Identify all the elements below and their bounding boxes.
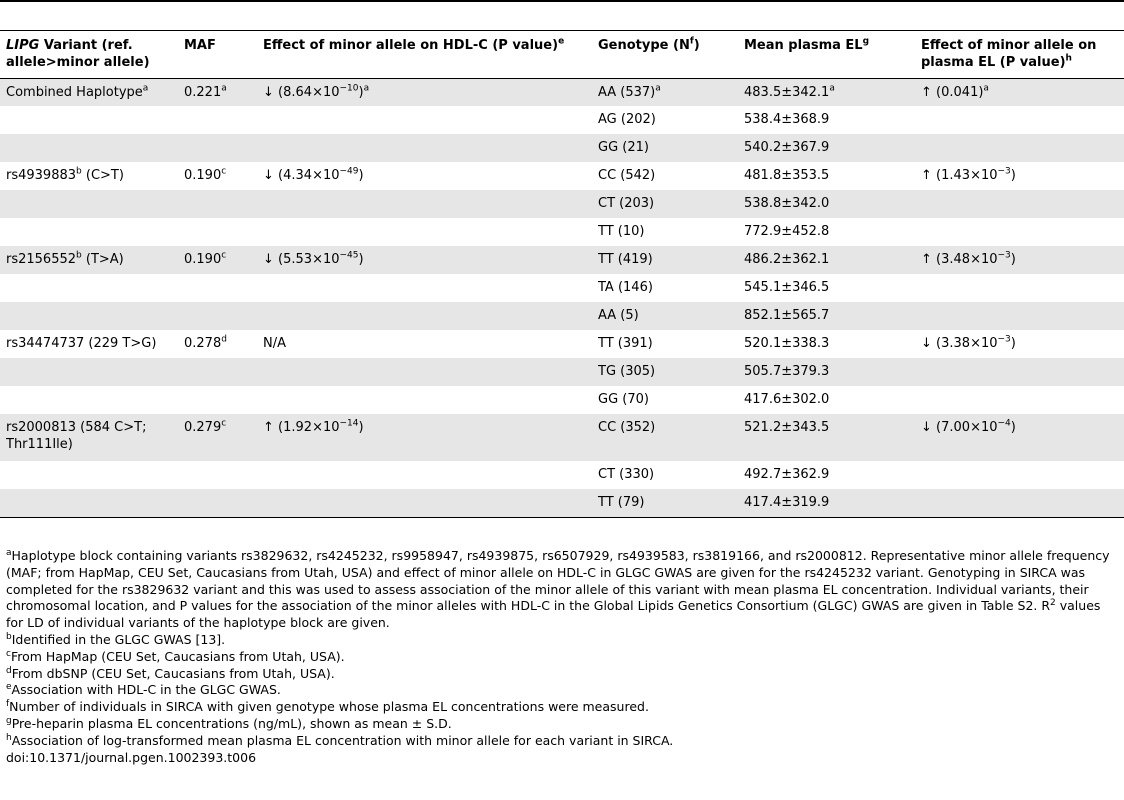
cell-variant: rs2000813 (584 C>T; Thr111Ile) xyxy=(0,414,178,461)
table-row xyxy=(0,190,1124,218)
cell-effect-hdl xyxy=(257,461,592,489)
cell-genotype: TT (10) xyxy=(598,224,645,239)
cell-mean-el: 521.2±343.5 xyxy=(738,414,915,461)
cell-effect-el xyxy=(915,218,1124,246)
cell-variant: rs4939883$^b$ (C>T) xyxy=(6,166,124,183)
cell-effect-el xyxy=(915,302,1124,330)
cell-variant xyxy=(0,134,178,162)
cell-effect-hdl: N/A xyxy=(263,336,286,351)
cell-genotype: CT (203) xyxy=(592,190,738,218)
cell-genotype: TT (419) xyxy=(592,246,738,274)
table-row xyxy=(0,162,1124,190)
cell-genotype: AA $(537)^a$ xyxy=(592,78,738,106)
cell-maf xyxy=(178,489,257,517)
cell-effect-hdl xyxy=(257,218,592,246)
cell-mean-el: 481.8±353.5 xyxy=(744,168,830,183)
cell-mean-el: 538.8±342.0 xyxy=(738,190,915,218)
table-row xyxy=(0,134,1124,162)
cell-maf: 0.278$^d$ xyxy=(184,334,227,351)
cell-variant: rs34474737 (229 T>G) xyxy=(6,336,157,351)
cell-variant: Combined Haplotype$^a$ xyxy=(0,78,178,106)
cell-effect-hdl: ↑ $(1.92\times 10^{-14})$ xyxy=(257,414,592,461)
cell-effect-hdl: ↓ $(8.64\times 10^{-10})^a$ xyxy=(257,78,592,106)
cell-maf xyxy=(178,386,257,414)
cell-maf xyxy=(178,134,257,162)
cell-maf xyxy=(178,106,257,134)
table-row xyxy=(0,461,1124,489)
cell-effect-el: ↓ $(7.00\times 10^{-4})$ xyxy=(915,414,1124,461)
table-header-row xyxy=(0,31,1124,78)
cell-variant xyxy=(0,358,178,386)
cell-genotype: CC (542) xyxy=(598,168,656,183)
table-row xyxy=(0,330,1124,358)
footnote-c: $^c$From HapMap (CEU Set, Caucasians from Utah, USA). xyxy=(6,648,345,664)
cell-effect-el: ↑ $(3.48\times 10^{-3})$ xyxy=(915,246,1124,274)
cell-effect-hdl xyxy=(257,489,592,517)
table-row xyxy=(0,78,1124,106)
cell-mean-el: 417.4±319.9 xyxy=(738,489,915,517)
cell-maf: 0.279$^c$ xyxy=(178,414,257,461)
footnote-a: $^a$Haplotype block containing variants rs3829632, rs4245232, rs9958947, rs4939875, rs6507929, rs4939583, rs3819166, and rs2000812. Representative minor allele frequency (MAF; from HapMap, CEU Set, Caucasians from Utah, USA) and effect of minor allele on HDL-C in GLGC GWAS are given for the rs4245232 variant. Genotyping in SIRCA was completed for the rs3829632 variant and this was used to assess association of the minor allele of this variant with mean plasma EL concentration. Individual variants, their chromosomal location, and P values for the association of the minor alleles with HDL-C in the Global Lipids Genetics Consortium (GLGC) GWAS are given in Table S2. $R^2$ values for LD of individual variants of the haplotype block are given. xyxy=(6,547,1110,631)
table-row xyxy=(0,489,1124,517)
cell-maf xyxy=(178,461,257,489)
cell-variant xyxy=(0,218,178,246)
cell-effect-hdl xyxy=(257,358,592,386)
cell-mean-el: 852.1±565.7 xyxy=(738,302,915,330)
cell-maf xyxy=(178,218,257,246)
footnote-b: $^b$Identified in the GLGC GWAS [13]. xyxy=(6,631,226,647)
cell-effect-hdl xyxy=(257,190,592,218)
cell-mean-el: 417.6±302.0 xyxy=(744,392,830,407)
cell-effect-hdl: ↓ $(4.34\times 10^{-49})$ xyxy=(263,166,364,183)
cell-genotype: TT (79) xyxy=(592,489,738,517)
cell-effect-el xyxy=(915,190,1124,218)
cell-mean-el: 545.1±346.5 xyxy=(744,280,830,295)
footnote-f: $^f$Number of individuals in SIRCA with given genotype whose plasma EL concentrations were measured. xyxy=(6,699,649,715)
cell-effect-hdl xyxy=(257,386,592,414)
cell-genotype: GG (70) xyxy=(598,392,649,407)
header-genotype: Genotype $(N^f)$ xyxy=(592,31,738,78)
cell-genotype: CT (330) xyxy=(598,467,655,482)
header-mean-el: Mean plasma $EL^g$ xyxy=(738,31,915,78)
cell-variant xyxy=(0,489,178,517)
header-maf: MAF xyxy=(178,31,257,78)
cell-variant xyxy=(0,274,178,302)
cell-mean-el: 486.2±362.1 xyxy=(738,246,915,274)
cell-effect-el xyxy=(915,461,1124,489)
table-row xyxy=(0,218,1124,246)
cell-genotype: AG (202) xyxy=(598,112,656,127)
cell-variant xyxy=(0,302,178,330)
cell-mean-el: 492.7±362.9 xyxy=(744,467,830,482)
table-row xyxy=(0,106,1124,134)
footnote-e: $^e$Association with HDL-C in the GLGC GWAS. xyxy=(6,682,281,698)
variant-table xyxy=(0,31,1124,518)
table-row xyxy=(0,386,1124,414)
cell-effect-hdl: ↓ $(5.53\times 10^{-45})$ xyxy=(257,246,592,274)
cell-maf xyxy=(178,358,257,386)
cell-mean-el: 538.4±368.9 xyxy=(744,112,830,127)
cell-maf xyxy=(178,302,257,330)
cell-genotype: GG (21) xyxy=(592,134,738,162)
top-rule xyxy=(0,0,1124,2)
footnote-g: $^g$Pre-heparin plasma EL concentrations (ng/mL), shown as mean ± S.D. xyxy=(6,715,452,731)
table-row xyxy=(0,246,1124,274)
cell-effect-el xyxy=(915,106,1124,134)
cell-mean-el: 483.5±342.1$^a$ xyxy=(738,78,915,106)
cell-effect-hdl xyxy=(257,302,592,330)
cell-effect-el xyxy=(915,274,1124,302)
cell-effect-el xyxy=(915,358,1124,386)
cell-variant xyxy=(0,106,178,134)
footnotes xyxy=(6,548,1118,766)
cell-mean-el: 505.7±379.3 xyxy=(738,358,915,386)
cell-variant: rs2156552$^b$ (T>A) xyxy=(0,246,178,274)
header-effect-hdl: Effect of minor allele on HDL-C (P value)$^e$ xyxy=(257,31,592,78)
cell-maf: 0.221$^a$ xyxy=(178,78,257,106)
cell-variant xyxy=(0,386,178,414)
cell-effect-el xyxy=(915,489,1124,517)
cell-effect-hdl xyxy=(257,134,592,162)
table-row xyxy=(0,414,1124,461)
cell-variant xyxy=(0,190,178,218)
cell-variant xyxy=(0,461,178,489)
cell-mean-el: 540.2±367.9 xyxy=(738,134,915,162)
cell-genotype: TA (146) xyxy=(598,280,653,295)
cell-genotype: TT (391) xyxy=(598,336,653,351)
cell-effect-hdl xyxy=(257,106,592,134)
cell-effect-el: ↑ $(0.041)^a$ xyxy=(915,78,1124,106)
cell-maf: 0.190$^c$ xyxy=(178,246,257,274)
footnote-d: $^d$From dbSNP (CEU Set, Caucasians from Utah, USA). xyxy=(6,665,335,681)
table-row xyxy=(0,358,1124,386)
table-row xyxy=(0,274,1124,302)
cell-mean-el: 772.9±452.8 xyxy=(744,224,830,239)
cell-effect-hdl xyxy=(257,274,592,302)
cell-effect-el: ↑ $(1.43\times 10^{-3})$ xyxy=(921,166,1016,183)
header-effect-el: Effect of minor allele on plasma EL (P value)$^h$ xyxy=(915,31,1124,78)
cell-maf xyxy=(178,274,257,302)
footnote-h: $^h$Association of log-transformed mean plasma EL concentration with minor allele for each variant in SIRCA. xyxy=(6,732,674,748)
table-row xyxy=(0,302,1124,330)
cell-effect-el xyxy=(915,134,1124,162)
cell-genotype: CC (352) xyxy=(592,414,738,461)
doi-text: doi:10.1371/journal.pgen.1002393.t006 xyxy=(6,749,257,765)
header-variant: LIPG Variant (ref. allele>minor allele) xyxy=(0,31,178,78)
cell-effect-el: ↓ $(3.38\times 10^{-3})$ xyxy=(921,334,1016,351)
cell-genotype: TG (305) xyxy=(592,358,738,386)
cell-genotype: AA (5) xyxy=(592,302,738,330)
cell-maf: 0.190$^c$ xyxy=(184,166,227,183)
cell-maf xyxy=(178,190,257,218)
cell-mean-el: 520.1±338.3 xyxy=(744,336,830,351)
cell-effect-el xyxy=(915,386,1124,414)
